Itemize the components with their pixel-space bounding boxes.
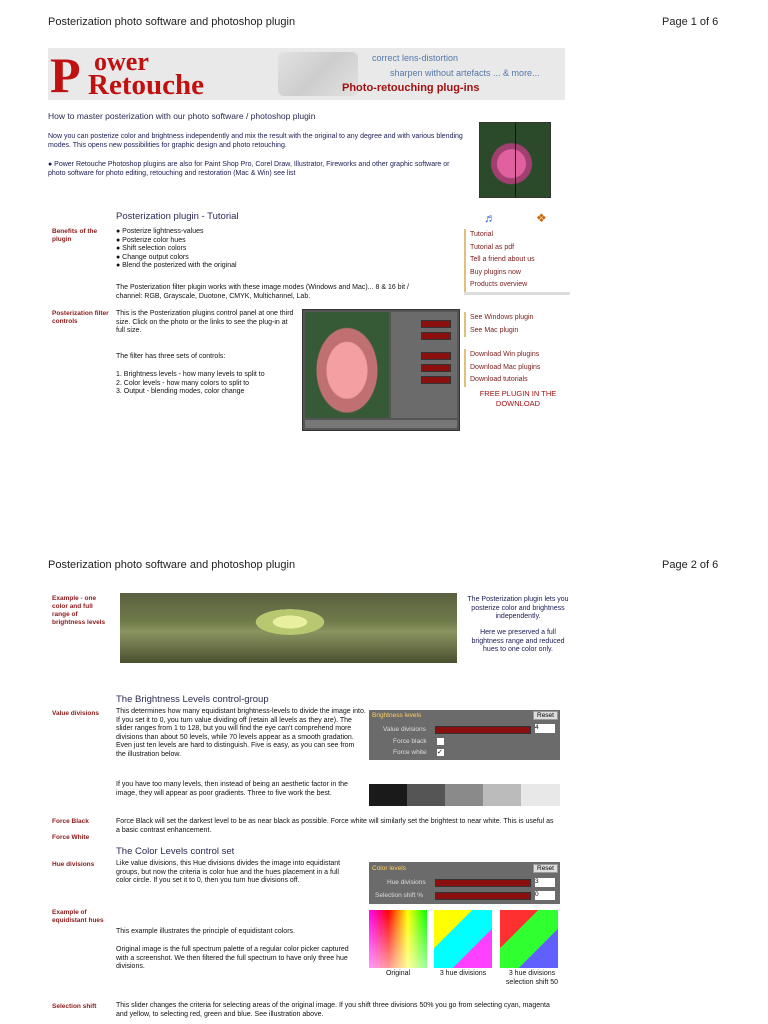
example-side-2: Here we preserved a full brightness range and reduced hues to one color only. bbox=[471, 629, 565, 653]
selection-shift-input[interactable]: 0 bbox=[535, 891, 555, 900]
platform-links bbox=[464, 312, 569, 337]
tagline-2: sharpen without artefacts ... & more... bbox=[390, 68, 540, 78]
page-number: Page 1 of 6 bbox=[662, 16, 719, 28]
force-text: Force Black will set the darkest level to be as near black as possible. Force white will similarly set the brightest to near white. This is useful as a basic contrast enhancement. bbox=[116, 818, 554, 834]
mac-icon[interactable]: ♬ bbox=[484, 211, 496, 225]
free-plugin[interactable]: FREE PLUGIN IN THE DOWNLOAD bbox=[479, 389, 557, 408]
bpanel-value-div-label: Value divisions bbox=[383, 726, 426, 733]
banner[interactable] bbox=[48, 47, 565, 103]
selection-shift-label: Selection shift % bbox=[375, 892, 424, 899]
selection-shift-slider[interactable] bbox=[435, 892, 531, 900]
link-buy[interactable]: Buy plugins now bbox=[464, 267, 569, 280]
force-white-label: Force white bbox=[393, 749, 427, 756]
tagline-3: Photo-retouching plug-ins bbox=[342, 82, 480, 94]
controls-preview bbox=[391, 312, 457, 418]
windows-icon[interactable]: ❖ bbox=[536, 211, 547, 225]
value-divisions-input[interactable]: 4 bbox=[535, 724, 555, 733]
controls-list-item: 3. Output - blending modes, color change bbox=[116, 388, 245, 395]
hue-divisions-slider[interactable] bbox=[435, 879, 531, 887]
color-panel bbox=[369, 862, 560, 904]
flower-preview bbox=[305, 312, 389, 418]
color-example-three bbox=[434, 910, 492, 968]
benefit-item: ● Posterize lightness-values bbox=[116, 228, 204, 235]
logo-line1: ower bbox=[94, 47, 149, 76]
download-links bbox=[464, 349, 569, 387]
plugin-screenshot[interactable] bbox=[302, 309, 460, 431]
color-title: The Color Levels control set bbox=[116, 846, 235, 857]
lotus-example-image bbox=[120, 593, 457, 663]
benefit-item: ● Shift selection colors bbox=[116, 245, 187, 252]
button-bar bbox=[305, 420, 457, 428]
tagline-1: correct lens-distortion bbox=[372, 53, 459, 63]
force-white-checkbox[interactable]: ✓ bbox=[437, 749, 443, 756]
example-side: The Posterization plugin lets you posterize color and brightness independently. bbox=[467, 596, 569, 620]
hue-div-label: Hue divisions bbox=[52, 861, 95, 868]
color-example-original bbox=[369, 910, 427, 968]
sel-shift-text: This slider changes the criteria for selecting areas of the original image. If you shift three divisions 50% you go from selecting cyan, magenta and yellow, to selecting red, green and blue. See illustration above. bbox=[116, 1002, 550, 1018]
page-header-title: Posterization photo software and photoshop plugin bbox=[48, 16, 296, 28]
link-download-mac[interactable]: Download Mac plugins bbox=[464, 362, 569, 375]
example-label: Example - one color and full range of brightness levels bbox=[52, 595, 106, 626]
side-links bbox=[464, 229, 569, 292]
intro-text-2: ● Power Retouche Photoshop plugins are also for Paint Shop Pro, Corel Draw, Illustrator, Fireworks and other graphic software or photo software for photo editing, retouching and restoration (Mac & Win) see list bbox=[48, 161, 450, 177]
controls-text: This is the Posterization plugins control panel at one third size. Click on the photo or the links to see the plug-in at full size. bbox=[116, 310, 294, 334]
hue-divisions-input[interactable]: 3 bbox=[535, 878, 555, 887]
intro-text: Now you can posterize color and brightness independently and mix the result with the original to any degree and with various blending modes. This opens new possibilities for graphic design and photo retouching. bbox=[48, 133, 463, 149]
caption-shift: 3 hue divisions selection shift 50 bbox=[505, 970, 559, 986]
controls-label: Posterization filter controls bbox=[52, 310, 109, 325]
sel-shift-label: Selection shift bbox=[52, 1003, 97, 1010]
divider bbox=[464, 292, 570, 295]
value-div-text-2: If you have too many levels, then instead of being an aesthetic factor in the image, they will appear as poor gradients. Three to five work the best. bbox=[116, 781, 348, 797]
link-windows-plugin[interactable]: See Windows plugin bbox=[464, 312, 569, 325]
equi-text-2: Original image is the full spectrum palette of a regular color picker captured with a screenshot. We then filtered the full spectrum to have only three hue divisions. bbox=[116, 946, 349, 970]
page-number-2: Page 2 of 6 bbox=[662, 559, 719, 571]
lotus-flower bbox=[250, 607, 330, 637]
hue-div-text: Like value divisions, this Hue divisions divides the image into equidistant groups, but now the criteria is color hue and the hues placement in a full color circle. If you set it to 0, then you turn hue divisions off. bbox=[116, 860, 341, 884]
color-example-shift bbox=[500, 910, 558, 968]
logo-line2: Retouche bbox=[88, 69, 204, 101]
modes-text: The Posterization filter plugin works with these image modes (Windows and Mac)... 8 & 16 bit / channel: RGB, Grayscale, Duotone, CMYK, Multichannel, Lab. bbox=[116, 284, 409, 300]
value-div-text: This determines how many equidistant brightness-levels to divide the image into. If you set it to 0, you turn value dividing off (retain all levels as they are). The slider ranges from 1 to 128, but you will find the eye can't comprehend more divisions than about 50 levels, while 70 levels appear as a smooth gradation. Even just ten levels are hard to distinguish. Five is easy, as you can see from the illustration below. bbox=[116, 708, 366, 758]
link-mac-plugin[interactable]: See Mac plugin bbox=[464, 325, 569, 338]
benefits-list bbox=[116, 228, 336, 271]
controls-list bbox=[116, 371, 296, 397]
value-divisions-slider[interactable] bbox=[435, 726, 531, 734]
brightness-swatches bbox=[369, 784, 560, 806]
bpanel-title: Brightness levels bbox=[372, 712, 422, 719]
cpanel-title: Color levels bbox=[372, 865, 406, 872]
equi-text: This example illustrates the principle of equidistant colors. bbox=[116, 928, 295, 935]
link-tutorial[interactable]: Tutorial bbox=[464, 229, 569, 242]
link-download-win[interactable]: Download Win plugins bbox=[464, 349, 569, 362]
intro-heading: How to master posterization with our photo software / photoshop plugin bbox=[48, 111, 316, 121]
link-products[interactable]: Products overview bbox=[464, 279, 569, 292]
benefits-label: Benefits of the plugin bbox=[52, 228, 98, 243]
bpanel-reset-button[interactable]: Reset bbox=[533, 711, 558, 720]
controls-list-item: 1. Brightness levels - how many levels to split to bbox=[116, 371, 265, 378]
caption-three: 3 hue divisions bbox=[439, 970, 487, 977]
tutorial-title: Posterization plugin - Tutorial bbox=[116, 211, 239, 222]
brightness-panel bbox=[369, 710, 560, 760]
force-white-heading: Force White bbox=[52, 834, 90, 841]
controls-sets: The filter has three sets of controls: bbox=[116, 353, 226, 360]
benefit-item: ● Blend the posterized with the original bbox=[116, 262, 237, 269]
benefit-item: ● Change output colors bbox=[116, 253, 189, 261]
split-line bbox=[515, 123, 516, 197]
brightness-title: The Brightness Levels control-group bbox=[116, 694, 269, 705]
force-black-heading: Force Black bbox=[52, 818, 89, 825]
link-download-tutorials[interactable]: Download tutorials bbox=[464, 374, 569, 387]
force-black-checkbox[interactable] bbox=[437, 738, 444, 745]
force-black-label: Force black bbox=[393, 738, 427, 745]
value-div-label: Value divisions bbox=[52, 710, 99, 717]
equi-label: Example of equidistant hues bbox=[52, 909, 104, 924]
link-tutorial-pdf[interactable]: Tutorial as pdf bbox=[464, 242, 569, 255]
hue-divisions-label: Hue divisions bbox=[387, 879, 426, 886]
caption-original: Original bbox=[385, 970, 411, 977]
link-tell-friend[interactable]: Tell a friend about us bbox=[464, 254, 569, 267]
controls-list-item: 2. Color levels - how many colors to split to bbox=[116, 379, 250, 387]
cpanel-reset-button[interactable]: Reset bbox=[533, 864, 558, 873]
logo-p: P bbox=[50, 47, 81, 103]
page-header-title-2: Posterization photo software and photoshop plugin bbox=[48, 559, 296, 571]
flower-thumbnail[interactable] bbox=[479, 122, 551, 198]
benefit-item: ● Posterize color hues bbox=[116, 236, 186, 244]
